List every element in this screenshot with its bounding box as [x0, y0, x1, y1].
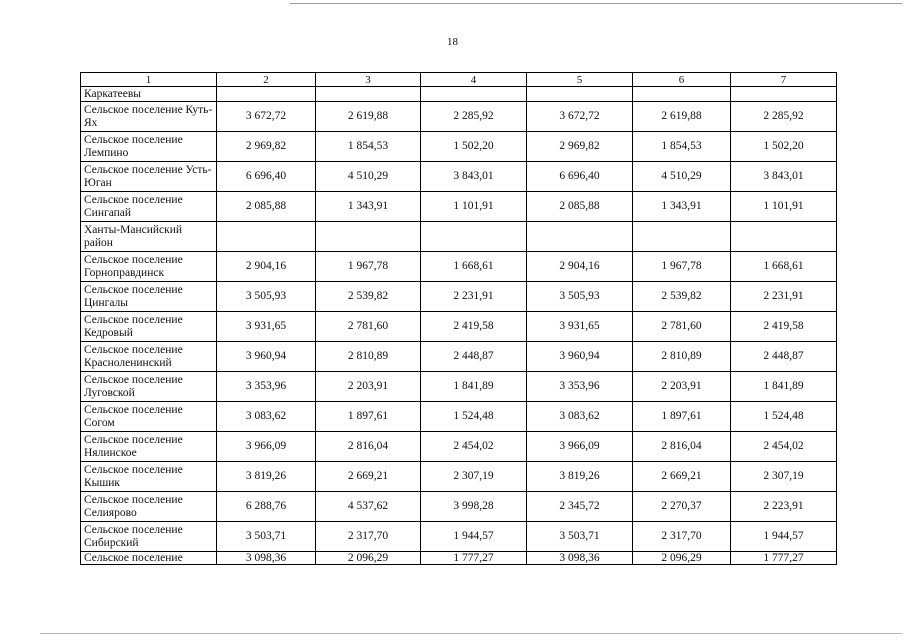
value-cell: 3 353,96: [527, 372, 633, 402]
value-cell: 1 668,61: [421, 252, 527, 282]
value-cell: 3 083,62: [217, 402, 316, 432]
value-cell: 2 419,58: [731, 312, 837, 342]
header-cell: 2: [217, 73, 316, 87]
value-cell: 2 539,82: [633, 282, 731, 312]
value-cell: 3 505,93: [217, 282, 316, 312]
settlement-name: Сельское поселение Сингапай: [81, 192, 217, 222]
value-cell: [421, 87, 527, 102]
value-cell: 3 503,71: [527, 522, 633, 552]
table-row: [81, 162, 837, 192]
settlement-name: Сельское поселение Цингалы: [81, 282, 217, 312]
table-row: [81, 342, 837, 372]
value-cell: 3 819,26: [217, 462, 316, 492]
value-cell: 3 960,94: [527, 342, 633, 372]
value-cell: 2 231,91: [731, 282, 837, 312]
value-cell: 2 904,16: [217, 252, 316, 282]
value-cell: [731, 222, 837, 252]
value-cell: 1 944,57: [731, 522, 837, 552]
settlement-name: Сельское поселение Лемпино: [81, 132, 217, 162]
settlement-name: Сельское поселение Кедровый: [81, 312, 217, 342]
value-cell: 2 231,91: [421, 282, 527, 312]
value-cell: 3 931,65: [217, 312, 316, 342]
value-cell: 1 967,78: [633, 252, 731, 282]
value-cell: [316, 222, 421, 252]
value-cell: 2 419,58: [421, 312, 527, 342]
value-cell: 2 969,82: [527, 132, 633, 162]
settlement-name: Сельское поселение Горноправдинск: [81, 252, 217, 282]
value-cell: 2 781,60: [633, 312, 731, 342]
value-cell: 3 098,36: [527, 552, 633, 565]
value-cell: 6 696,40: [217, 162, 316, 192]
settlement-name: Сельское поселение Куть-Ях: [81, 102, 217, 132]
settlement-name: Сельское поселение Красноленинский: [81, 342, 217, 372]
value-cell: [633, 87, 731, 102]
table-row: [81, 462, 837, 492]
settlement-name: Сельское поселение Кышик: [81, 462, 217, 492]
value-cell: 2 223,91: [731, 492, 837, 522]
settlement-name: Сельское поселение Сибирский: [81, 522, 217, 552]
value-cell: 2 619,88: [316, 102, 421, 132]
value-cell: 2 085,88: [527, 192, 633, 222]
value-cell: 3 998,28: [421, 492, 527, 522]
value-cell: 3 843,01: [421, 162, 527, 192]
value-cell: 2 781,60: [316, 312, 421, 342]
value-cell: 1 897,61: [633, 402, 731, 432]
value-cell: 2 096,29: [316, 552, 421, 565]
value-cell: 1 101,91: [731, 192, 837, 222]
value-cell: 2 285,92: [731, 102, 837, 132]
value-cell: 4 537,62: [316, 492, 421, 522]
value-cell: 4 510,29: [633, 162, 731, 192]
table-row: [81, 492, 837, 522]
value-cell: [527, 87, 633, 102]
value-cell: [421, 222, 527, 252]
scan-edge-bottom: [40, 633, 902, 634]
header-cell: 3: [316, 73, 421, 87]
value-cell: 2 448,87: [731, 342, 837, 372]
table-row: [81, 102, 837, 132]
value-cell: 2 096,29: [633, 552, 731, 565]
table-body: [81, 73, 837, 565]
table-row: [81, 552, 837, 565]
value-cell: 3 966,09: [217, 432, 316, 462]
value-cell: 2 203,91: [316, 372, 421, 402]
table-row: [81, 252, 837, 282]
table-row: [81, 432, 837, 462]
value-cell: 2 816,04: [316, 432, 421, 462]
settlement-name: Сельское поселение Селиярово: [81, 492, 217, 522]
settlement-name: Сельское поселение Нялинское: [81, 432, 217, 462]
value-cell: 3 843,01: [731, 162, 837, 192]
value-cell: 1 777,27: [731, 552, 837, 565]
value-cell: [316, 87, 421, 102]
value-cell: 1 343,91: [633, 192, 731, 222]
value-cell: 2 270,37: [633, 492, 731, 522]
value-cell: 2 810,89: [316, 342, 421, 372]
value-cell: 3 353,96: [217, 372, 316, 402]
value-cell: 2 317,70: [633, 522, 731, 552]
value-cell: 3 819,26: [527, 462, 633, 492]
value-cell: 2 285,92: [421, 102, 527, 132]
value-cell: 2 085,88: [217, 192, 316, 222]
table-row: [81, 192, 837, 222]
value-cell: 3 505,93: [527, 282, 633, 312]
value-cell: 1 777,27: [421, 552, 527, 565]
value-cell: [217, 87, 316, 102]
group-row: [81, 87, 837, 102]
value-cell: 2 454,02: [421, 432, 527, 462]
value-cell: 2 669,21: [316, 462, 421, 492]
value-cell: 1 841,89: [421, 372, 527, 402]
value-cell: 3 672,72: [217, 102, 316, 132]
settlement-name: Сельское поселение: [81, 552, 217, 565]
settlement-name: Ханты-Мансийский район: [81, 222, 217, 252]
value-cell: 2 307,19: [731, 462, 837, 492]
value-cell: 2 317,70: [316, 522, 421, 552]
value-cell: 1 343,91: [316, 192, 421, 222]
value-cell: 1 854,53: [316, 132, 421, 162]
value-cell: 3 672,72: [527, 102, 633, 132]
value-cell: 1 524,48: [731, 402, 837, 432]
value-cell: [217, 222, 316, 252]
value-cell: 1 668,61: [731, 252, 837, 282]
settlement-name: Сельское поселение Усть-Юган: [81, 162, 217, 192]
value-cell: 6 288,76: [217, 492, 316, 522]
value-cell: 2 810,89: [633, 342, 731, 372]
value-cell: 2 816,04: [633, 432, 731, 462]
value-cell: [731, 87, 837, 102]
value-cell: 2 539,82: [316, 282, 421, 312]
table-row: [81, 282, 837, 312]
value-cell: 6 696,40: [527, 162, 633, 192]
settlement-name: Сельское поселение Согом: [81, 402, 217, 432]
value-cell: 4 510,29: [316, 162, 421, 192]
value-cell: 1 944,57: [421, 522, 527, 552]
table-row: [81, 372, 837, 402]
value-cell: 3 083,62: [527, 402, 633, 432]
table-row: [81, 402, 837, 432]
value-cell: 3 931,65: [527, 312, 633, 342]
table-row: [81, 312, 837, 342]
value-cell: 1 502,20: [421, 132, 527, 162]
value-cell: 1 502,20: [731, 132, 837, 162]
value-cell: 2 454,02: [731, 432, 837, 462]
tariff-table: [80, 72, 837, 565]
value-cell: 2 904,16: [527, 252, 633, 282]
value-cell: 1 841,89: [731, 372, 837, 402]
value-cell: [527, 222, 633, 252]
page-number: 18: [447, 36, 458, 48]
header-cell: 7: [731, 73, 837, 87]
table-row: [81, 132, 837, 162]
settlement-name: Каркатеевы: [81, 87, 217, 102]
value-cell: 3 098,36: [217, 552, 316, 565]
value-cell: 2 448,87: [421, 342, 527, 372]
value-cell: 1 854,53: [633, 132, 731, 162]
value-cell: 3 960,94: [217, 342, 316, 372]
header-cell: 1: [81, 73, 217, 87]
table-row: [81, 522, 837, 552]
value-cell: 1 967,78: [316, 252, 421, 282]
value-cell: 2 619,88: [633, 102, 731, 132]
value-cell: 1 897,61: [316, 402, 421, 432]
group-row: [81, 222, 837, 252]
value-cell: 2 307,19: [421, 462, 527, 492]
value-cell: 2 669,21: [633, 462, 731, 492]
value-cell: 2 969,82: [217, 132, 316, 162]
value-cell: 2 203,91: [633, 372, 731, 402]
header-cell: 5: [527, 73, 633, 87]
header-row: [81, 73, 837, 87]
value-cell: 3 966,09: [527, 432, 633, 462]
value-cell: [633, 222, 731, 252]
value-cell: 2 345,72: [527, 492, 633, 522]
header-cell: 4: [421, 73, 527, 87]
header-cell: 6: [633, 73, 731, 87]
value-cell: 1 101,91: [421, 192, 527, 222]
settlement-name: Сельское поселение Луговской: [81, 372, 217, 402]
value-cell: 3 503,71: [217, 522, 316, 552]
scan-edge-top: [290, 3, 902, 4]
value-cell: 1 524,48: [421, 402, 527, 432]
